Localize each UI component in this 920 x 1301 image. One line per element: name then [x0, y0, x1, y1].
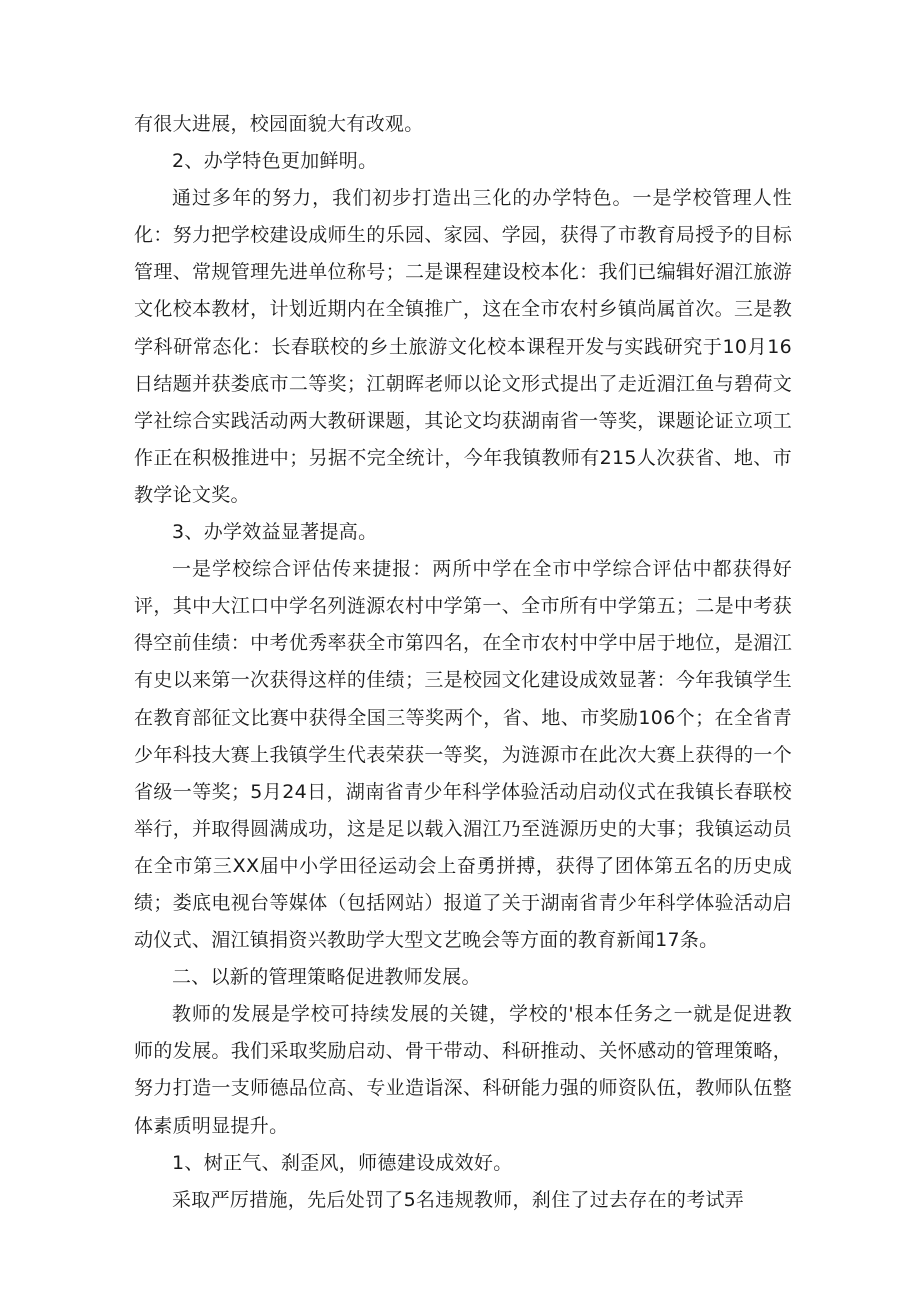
section-heading: 3、办学效益显著提高。: [172, 521, 378, 544]
paragraph: 通过多年的努力，我们初步打造出三化的办学特色。一是学校管理人性化：努力把学校建设成师生的乐园、家园、学园，获得了市教育局授予的目标管理、常规管理先进单位称号；二是课程建设校本化：我们已编辑好湄江旅游文化校本教材，计划近期内在全镇推广，这在全市农村乡镇尚属首次。三是教学科研常态化：长春联校的乡土旅游文化校本课程开发与实践研究于10月16日结题并获娄底市二等奖；江朝晖老师以论文形式提出了走近湄江鱼与碧荷文学社综合实践活动两大教研课题，其论文均获湖南省一等奖，课题论证立项工作正在积极推进中；另据不完全统计，今年我镇教师有215人次获省、地、市教学论文奖。: [134, 187, 792, 506]
section-heading: 二、以新的管理策略促进教师发展。: [172, 966, 481, 989]
section-heading: 2、办学特色更加鲜明。: [172, 150, 378, 173]
paragraph: 采取严厉措施，先后处罚了5名违规教师，刹住了过去存在的考试弄: [172, 1188, 745, 1211]
paragraph: 一是学校综合评估传来捷报：两所中学在全市中学综合评估中都获得好评，其中大江口中学名列涟源农村中学第一、全市所有中学第五；二是中考获得空前佳绩：中考优秀率获全市第四名，在全市农村中学中居于地位，是湄江有史以来第一次获得这样的佳绩；三是校园文化建设成效显著：今年我镇学生在教育部征文比赛中获得全国三等奖两个，省、地、市奖励106个；在全省青少年科技大赛上我镇学生代表荣获一等奖，为涟源市在此次大赛上获得的一个省级一等奖；5月24日，湖南省青少年科学体验活动启动仪式在我镇长春联校举行，并取得圆满成功，这是足以载入湄江乃至涟源历史的大事；我镇运动员在全市第三XX届中小学田径运动会上奋勇拼搏，获得了团体第五名的历史成绩；娄底电视台等媒体（包括网站）报道了关于湖南省青少年科学体验活动启动仪式、湄江镇捐资兴教助学大型文艺晚会等方面的教育新闻17条。: [134, 558, 792, 952]
paragraph: 有很大进展，校园面貌大有改观。: [134, 113, 424, 135]
section-heading: 1、树正气、刹歪风，师德建设成效好。: [172, 1151, 513, 1174]
paragraph: 教师的发展是学校可持续发展的关键，学校的'根本任务之一就是促进教师的发展。我们采取奖励启动、骨干带动、科研推动、关怀感动的管理策略，努力打造一支师德品位高、专业造诣深、科研能力强的师资队伍，教师队伍整体素质明显提升。: [134, 1003, 792, 1137]
document-body: [134, 106, 792, 1219]
